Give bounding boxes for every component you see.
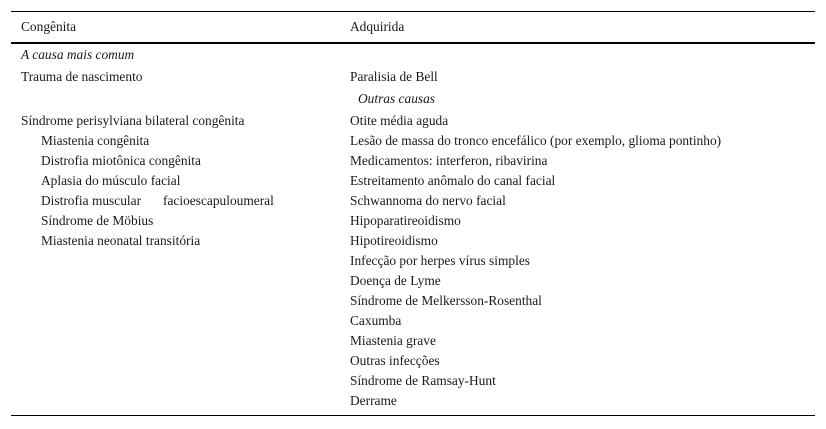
adquirida-item: Outras infecções [350,353,440,368]
adquirida-item: Medicamentos: interferon, ribavirina [350,153,548,168]
adquirida-item: Síndrome de Melkersson-Rosenthal [350,293,542,308]
congenita-item-part: Distrofia muscular [41,193,142,208]
adquirida-item: Doença de Lyme [350,273,441,288]
congenita-item: Síndrome de Möbius [41,213,154,228]
section-common-label: A causa mais comum [21,47,135,62]
adquirida-item: Hipotireoidismo [350,233,438,248]
adquirida-item: Otite média aguda [350,113,449,128]
congenita-item: Miastenia neonatal transitória [41,233,201,248]
table-top-rule [11,11,815,12]
congenita-item: Distrofia miotônica congênita [41,153,201,168]
congenita-item-part: facioescapuloumeral [163,193,274,208]
header-adquirida: Adquirida [350,19,405,34]
adquirida-item: Estreitamento anômalo do canal facial [350,173,556,188]
adquirida-common-cause: Paralisia de Bell [350,69,438,84]
congenita-other-main: Síndrome perisylviana bilateral congênita [21,113,245,128]
congenita-item: Aplasia do músculo facial [41,173,181,188]
adquirida-item: Hipoparatireoidismo [350,213,461,228]
adquirida-item: Síndrome de Ramsay-Hunt [350,373,496,388]
adquirida-item: Infecção por herpes vírus simples [350,253,530,268]
header-congenita: Congênita [21,19,77,34]
table-bottom-rule [11,415,815,416]
adquirida-item: Miastenia grave [350,333,436,348]
adquirida-item: Caxumba [350,313,402,328]
adquirida-item: Schwannoma do nervo facial [350,193,506,208]
adquirida-item: Derrame [350,393,397,408]
adquirida-item: Lesão de massa do tronco encefálico (por exemplo, glioma pontinho) [350,133,722,148]
table-header-rule [11,42,815,44]
congenita-item [41,193,274,209]
congenita-item: Miastenia congênita [41,133,150,148]
congenita-common-cause: Trauma de nascimento [21,69,143,84]
section-other-label: Outras causas [358,91,436,106]
